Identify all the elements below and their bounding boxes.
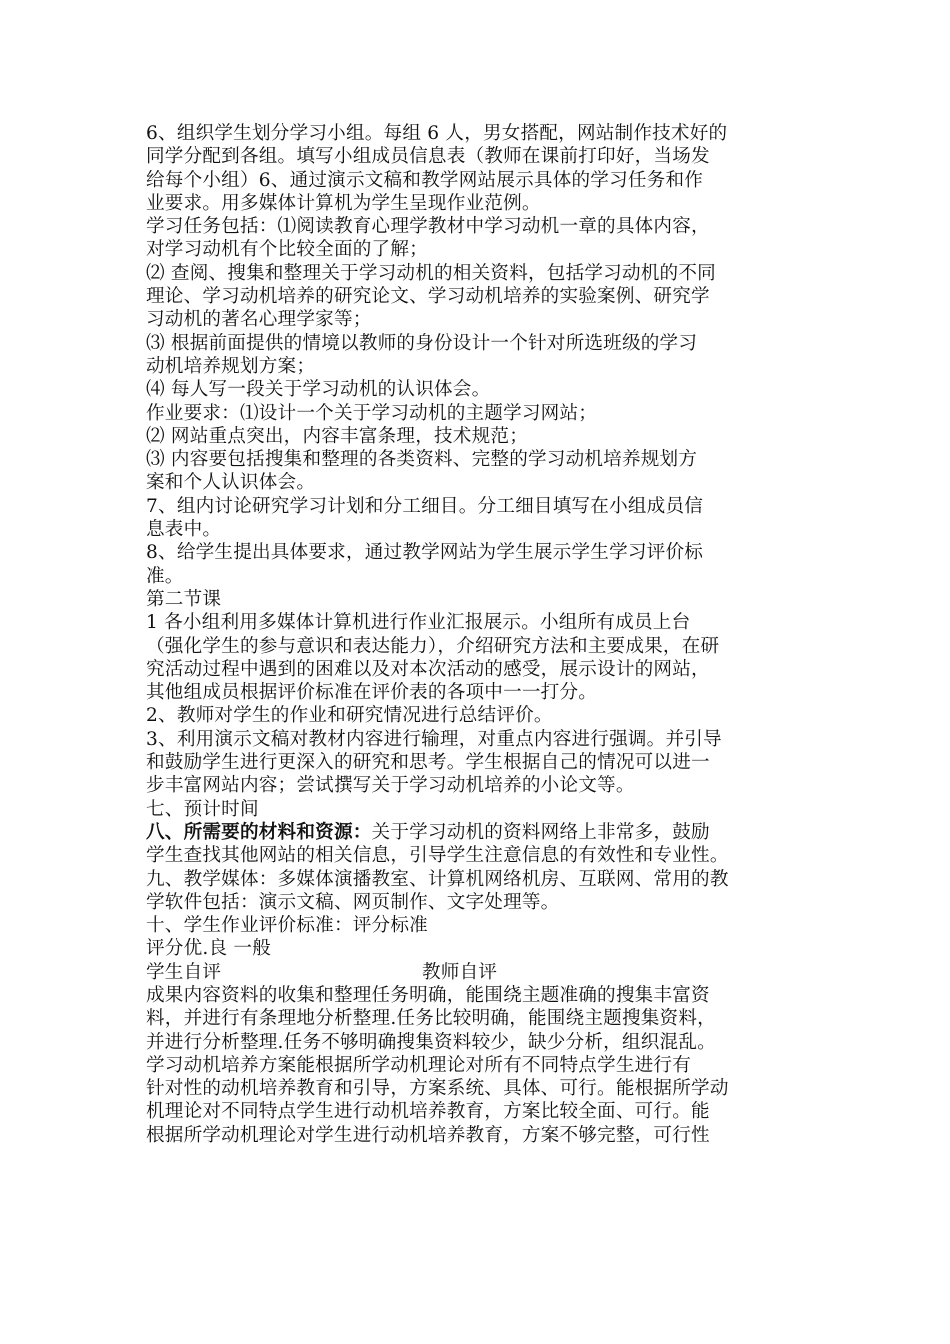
text-line: ⑷ 每人写一段关于学习动机的认识体会。	[146, 379, 491, 401]
text-line: ⑶ 内容要包括搜集和整理的各类资料、完整的学习动机培养规划方	[146, 449, 698, 471]
text-line: 理论、学习动机培养的研究论文、学习动机培养的实验案例、研究学	[146, 286, 710, 308]
text-line: 对学习动机有个比较全面的了解；	[146, 239, 428, 261]
section-8-text: 关于学习动机的资料网络上非常多，鼓励	[371, 821, 710, 843]
text-line: 并进行分析整理.任务不够明确搜集资料较少，缺少分析，组织混乱。	[146, 1031, 716, 1053]
text-line: 学习动机培养方案能根据所学动机理论对所有不同特点学生进行有	[146, 1054, 692, 1076]
text-line: 给每个小组）6、通过演示文稿和教学网站展示具体的学习任务和作	[146, 169, 704, 191]
section-8-line	[146, 821, 826, 844]
text-line: ⑵ 查阅、搜集和整理关于学习动机的相关资料，包括学习动机的不同	[146, 262, 716, 284]
text-line: 根据所学动机理论对学生进行动机培养教育，方案不够完整，可行性	[146, 1124, 710, 1146]
text-line: 评分优.良 一般	[146, 938, 271, 960]
text-line: 针对性的动机培养教育和引导，方案系统、具体、可行。能根据所学动	[146, 1078, 729, 1100]
teacher-eval-label: 教师自评	[422, 961, 498, 983]
text-line: 习动机的著名心理学家等；	[146, 309, 372, 331]
text-line: ⑶ 根据前面提供的情境以教师的身份设计一个针对所选班级的学习	[146, 332, 698, 354]
text-line: 准。	[146, 565, 184, 587]
text-line: ⑵ 网站重点突出，内容丰富条理，技术规范；	[146, 425, 528, 447]
text-line: 业要求。用多媒体计算机为学生呈现作业范例。	[146, 192, 541, 214]
text-line: 3、利用演示文稿对教材内容进行输理，对重点内容进行强调。并引导	[146, 728, 722, 750]
text-line: 息表中。	[146, 519, 222, 541]
text-line: 十、学生作业评价标准：评分标准	[146, 915, 428, 937]
text-line: 和鼓励学生进行更深入的研究和思考。学生根据自己的情况可以进一	[146, 752, 710, 774]
text-line: 同学分配到各组。填写小组成员信息表（教师在课前打印好，当场发	[146, 146, 710, 168]
text-line: 动机培养规划方案；	[146, 355, 316, 377]
text-line: 料，并进行有条理地分析整理.任务比较明确，能围绕主题搜集资料，	[146, 1008, 716, 1030]
text-line: 学软件包括：演示文稿、网页制作、文字处理等。	[146, 891, 560, 913]
eval-columns	[146, 961, 826, 984]
text-line: （强化学生的参与意识和表达能力），介绍研究方法和主要成果，在研	[146, 635, 720, 657]
text-line: 2、教师对学生的作业和研究情况进行总结评价。	[146, 705, 553, 727]
text-line: 学习任务包括：⑴阅读教育心理学教材中学习动机一章的具体内容，	[146, 216, 710, 238]
text-line: 6、组织学生划分学习小组。每组 6 人，男女搭配，网站制作技术好的	[146, 123, 728, 144]
self-eval-label: 学生自评	[146, 961, 222, 983]
section-8-heading: 八、所需要的材料和资源：	[146, 821, 372, 843]
text-line: 案和个人认识体会。	[146, 472, 316, 494]
section-heading: 第二节课	[146, 588, 222, 610]
text-line: 九、教学媒体：多媒体演播教室、计算机网络机房、互联网、常用的教	[146, 868, 729, 890]
document-page	[146, 122, 826, 1147]
text-line: 机理论对不同特点学生进行动机培养教育，方案比较全面、可行。能	[146, 1101, 710, 1123]
text-line: 成果内容资料的收集和整理任务明确，能围绕主题准确的搜集丰富资	[146, 984, 710, 1006]
text-line: 1 各小组利用多媒体计算机进行作业汇报展示。小组所有成员上台	[146, 612, 691, 634]
document-body	[146, 122, 826, 821]
text-line: 究活动过程中遇到的困难以及对本次活动的感受，展示设计的网站，	[146, 658, 710, 680]
text-line: 作业要求：⑴设计一个关于学习动机的主题学习网站；	[146, 402, 598, 424]
section-heading: 七、预计时间	[146, 798, 259, 820]
text-line: 其他组成员根据评价标准在评价表的各项中一一打分。	[146, 682, 598, 704]
text-line: 学生查找其他网站的相关信息，引导学生注意信息的有效性和专业性。	[146, 845, 729, 867]
text-line: 8、给学生提出具体要求，通过教学网站为学生展示学生学习评价标	[146, 542, 704, 564]
text-line: 7、组内讨论研究学习计划和分工细目。分工细目填写在小组成员信	[146, 495, 704, 517]
text-line: 步丰富网站内容；尝试撰写关于学习动机培养的小论文等。	[146, 775, 635, 797]
